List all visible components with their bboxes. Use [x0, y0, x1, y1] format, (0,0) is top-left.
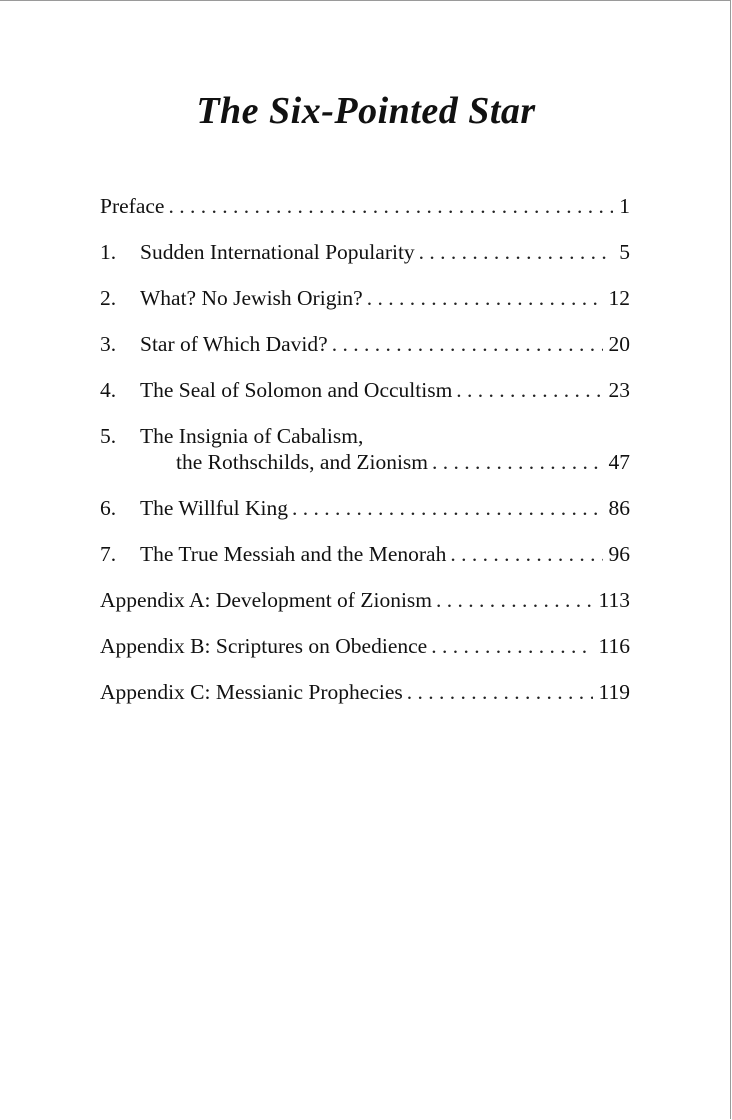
toc-entry-appendix-b [100, 633, 630, 659]
toc-entry-label: Appendix C: Messianic Prophecies [100, 680, 403, 704]
toc-entry-page: 113 [598, 588, 630, 612]
table-of-contents [100, 193, 630, 705]
toc-entry-page: 86 [608, 496, 630, 520]
toc-entry-chapter-5 [100, 423, 630, 475]
toc-entry-number: 7. [100, 542, 117, 566]
toc-entry-label: Star of Which David? [140, 332, 328, 356]
page-title: The Six-Pointed Star [196, 90, 536, 132]
toc-entry-page: 119 [598, 680, 630, 704]
toc-entry-page: 20 [608, 332, 630, 356]
dot-leader [332, 331, 603, 357]
toc-entry-chapter-3 [100, 331, 630, 357]
toc-entry-page: 12 [608, 286, 630, 310]
toc-entry-number: 2. [100, 286, 117, 310]
toc-entry-label: Appendix A: Development of Zionism [100, 588, 433, 612]
toc-entry-page: 47 [608, 450, 630, 474]
dot-leader [431, 633, 592, 659]
toc-entry-page: 5 [619, 240, 630, 264]
dot-leader [450, 541, 602, 567]
dot-leader [367, 285, 603, 311]
toc-entry-chapter-1 [100, 239, 630, 265]
toc-entry-label: The Insignia of Cabalism, [140, 424, 364, 448]
toc-entry-page: 116 [598, 634, 630, 658]
toc-entry-label: Sudden International Popularity [140, 240, 415, 264]
toc-entry-page: 1 [619, 194, 630, 218]
toc-entry-number: 1. [100, 240, 117, 264]
toc-entry-label-line-2: the Rothschilds, and Zionism [176, 450, 429, 474]
toc-entry-label: The Seal of Solomon and Occultism [140, 378, 453, 402]
toc-entry-number: 3. [100, 332, 117, 356]
toc-entry-label: Preface [100, 194, 165, 218]
toc-entry-label: The Willful King [140, 496, 289, 520]
dot-leader [292, 495, 602, 521]
dot-leader [432, 449, 602, 475]
dot-leader [456, 377, 602, 403]
toc-entry-number: 6. [100, 496, 117, 520]
toc-entry-label: The True Messiah and the Menorah [140, 542, 447, 566]
toc-entry-appendix-c [100, 679, 630, 705]
toc-entry-chapter-6 [100, 495, 630, 521]
toc-entry-preface [100, 193, 630, 219]
toc-entry-label: Appendix B: Scriptures on Obedience [100, 634, 428, 658]
toc-entry-chapter-7 [100, 541, 630, 567]
toc-entry-number: 5. [100, 424, 117, 448]
toc-entry-label: What? No Jewish Origin? [140, 286, 363, 310]
toc-entry-chapter-4 [100, 377, 630, 403]
toc-entry-page: 23 [608, 378, 630, 402]
toc-entry-appendix-a [100, 587, 630, 613]
dot-leader [407, 679, 593, 705]
toc-entry-number: 4. [100, 378, 117, 402]
dot-leader [168, 193, 613, 219]
dot-leader [436, 587, 593, 613]
toc-entry-chapter-2 [100, 285, 630, 311]
dot-leader [419, 239, 614, 265]
toc-entry-page: 96 [608, 542, 630, 566]
